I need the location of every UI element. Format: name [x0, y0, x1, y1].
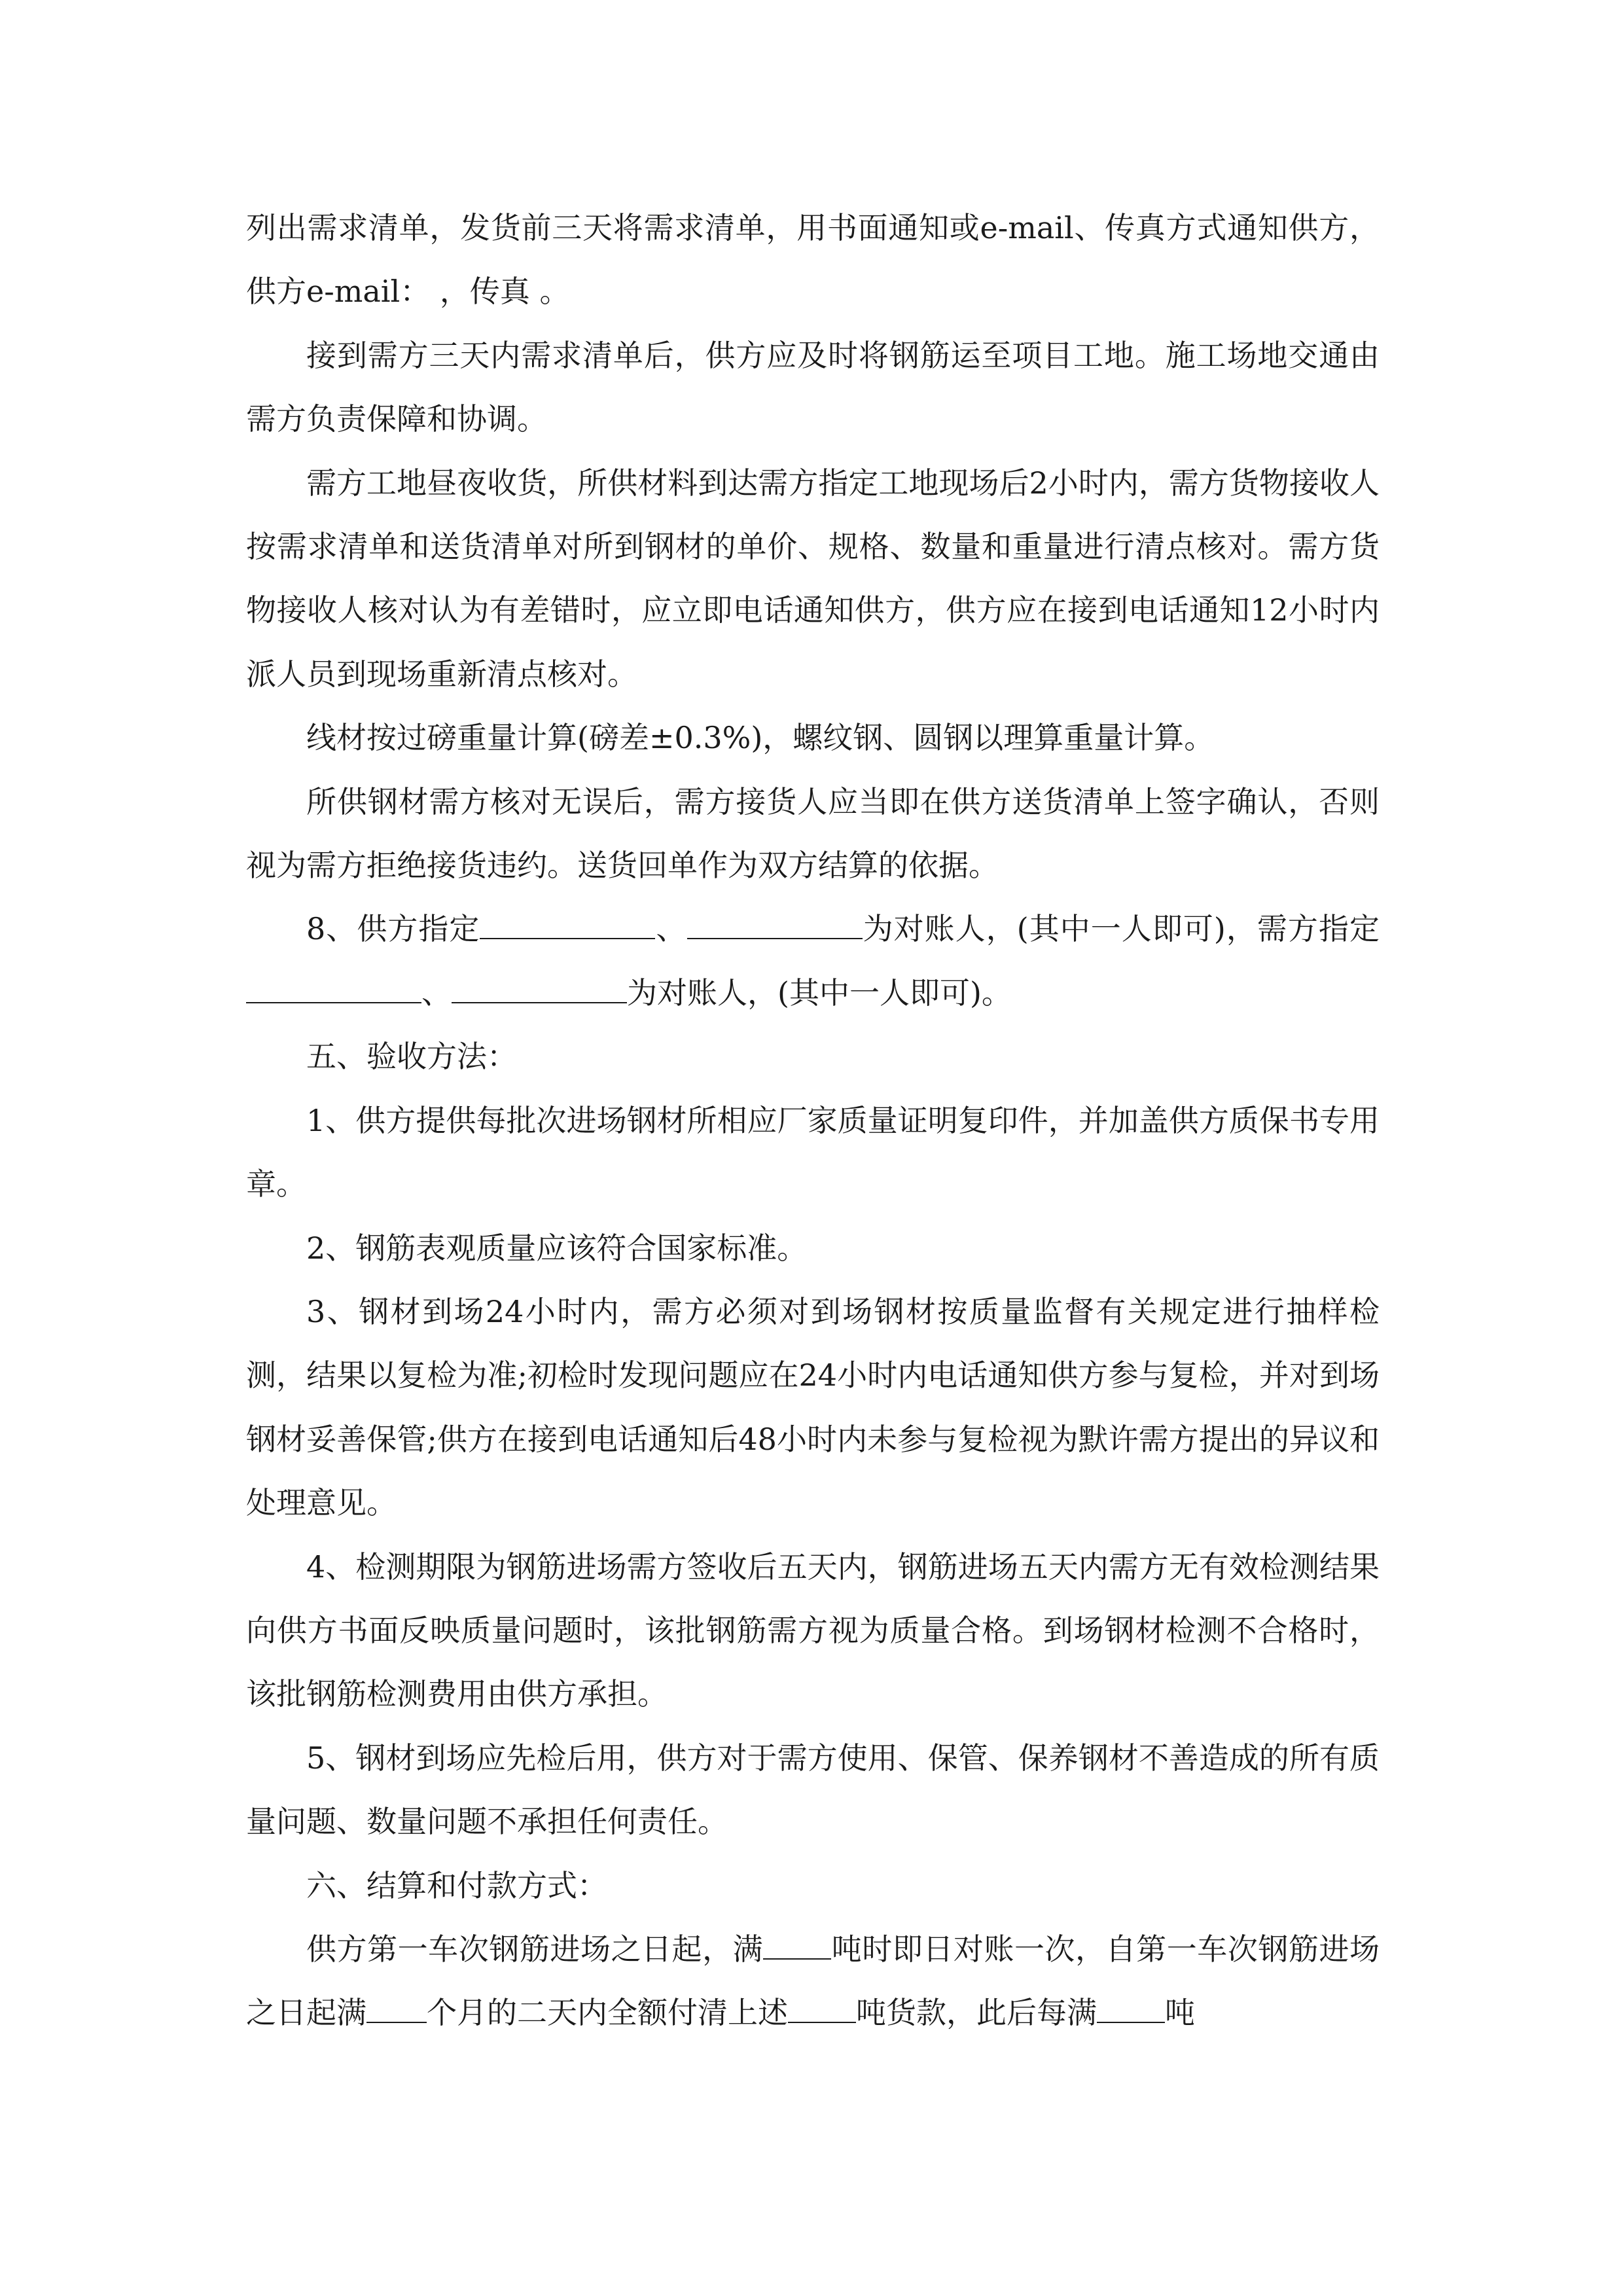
blank-field[interactable] — [687, 910, 863, 940]
paragraph-text: 吨 — [1165, 1995, 1195, 2031]
paragraph-text: 吨时即日对账一次，自第一车次钢筋进场之日起满 — [246, 1931, 1380, 2031]
blank-field[interactable] — [788, 1994, 856, 2024]
paragraph-demand-list — [246, 196, 1380, 324]
section-heading-acceptance — [246, 1025, 1380, 1088]
blank-field[interactable] — [452, 973, 627, 1003]
paragraph-acceptance-2 — [246, 1217, 1380, 1280]
blank-field[interactable] — [480, 910, 655, 940]
paragraph-text: 5、钢材到场应先检后用，供方对于需方使用、保管、保养钢材不善造成的所有质量问题、数量问题不承担任何责任。 — [246, 1740, 1380, 1840]
paragraph-text: 所供钢材需方核对无误后，需方接货人应当即在供方送货清单上签字确认，否则视为需方拒绝接货违约。送货回单作为双方结算的依据。 — [246, 783, 1380, 884]
paragraph-acceptance-3 — [246, 1280, 1380, 1535]
paragraph-reconciliation-persons — [246, 897, 1380, 1025]
section-heading-settlement — [246, 1854, 1380, 1918]
paragraph-acceptance-5 — [246, 1727, 1380, 1854]
blank-field[interactable] — [1097, 1994, 1165, 2024]
paragraph-text: 3、钢材到场24小时内，需方必须对到场钢材按质量监督有关规定进行抽样检测，结果以复检为准;初检时发现问题应在24小时内电话通知供方参与复检，并对到场钢材妥善保管;供方在接到电话通知后48小时内未参与复检视为默许需方提出的异议和处理意见。 — [246, 1293, 1380, 1521]
paragraph-text: 、 — [655, 911, 687, 947]
paragraph-text: 个月的二天内全额付清上述 — [427, 1995, 788, 2031]
paragraph-receiving — [246, 452, 1380, 707]
paragraph-text: 为对账人，(其中一人即可)。 — [627, 975, 1012, 1011]
section-heading-text: 六、结算和付款方式： — [306, 1867, 607, 1903]
paragraph-text: 接到需方三天内需求清单后，供方应及时将钢筋运至项目工地。施工场地交通由需方负责保障和协调。 — [246, 337, 1380, 437]
paragraph-acceptance-4 — [246, 1535, 1380, 1727]
section-heading-text: 五、验收方法： — [306, 1039, 517, 1075]
paragraph-text: 2、钢筋表观质量应该符合国家标准。 — [306, 1230, 808, 1266]
paragraph-text: 1、供方提供每批次进场钢材所相应厂家质量证明复印件，并加盖供方质保书专用章。 — [246, 1102, 1380, 1202]
paragraph-weight-calculation — [246, 706, 1380, 770]
paragraph-acceptance-1 — [246, 1089, 1380, 1217]
paragraph-text: 8、供方指定 — [306, 911, 480, 947]
paragraph-text: 需方工地昼夜收货，所供材料到达需方指定工地现场后2小时内，需方货物接收人按需求清单和送货清单对所到钢材的单价、规格、数量和重量进行清点核对。需方货物接收人核对认为有差错时，应立即电话通知供方，供方应在接到电话通知12小时内派人员到现场重新清点核对。 — [246, 465, 1380, 692]
blank-field[interactable] — [246, 973, 421, 1003]
paragraph-text: 、 — [421, 975, 452, 1011]
paragraph-settlement-terms — [246, 1918, 1380, 2045]
document-body — [246, 196, 1380, 2045]
paragraph-text: 为对账人，(其中一人即可)，需方指定 — [862, 911, 1380, 947]
blank-field[interactable] — [366, 1994, 427, 2024]
paragraph-sign-confirmation — [246, 770, 1380, 898]
paragraph-text: 4、检测期限为钢筋进场需方签收后五天内，钢筋进场五天内需方无有效检测结果向供方书面反映质量问题时，该批钢筋需方视为质量合格。到场钢材检测不合格时，该批钢筋检测费用由供方承担。 — [246, 1549, 1380, 1712]
blank-field[interactable] — [763, 1929, 831, 1960]
paragraph-delivery — [246, 324, 1380, 452]
paragraph-text: 供方第一车次钢筋进场之日起，满 — [306, 1931, 764, 1967]
paragraph-text: 线材按过磅重量计算(磅差±0.3%)，螺纹钢、圆钢以理算重量计算。 — [306, 720, 1215, 756]
paragraph-text: 吨货款，此后每满 — [856, 1995, 1097, 2031]
paragraph-text: 列出需求清单，发货前三天将需求清单，用书面通知或e-mail、传真方式通知供方，供方e-mail： ，传真 。 — [246, 210, 1380, 310]
